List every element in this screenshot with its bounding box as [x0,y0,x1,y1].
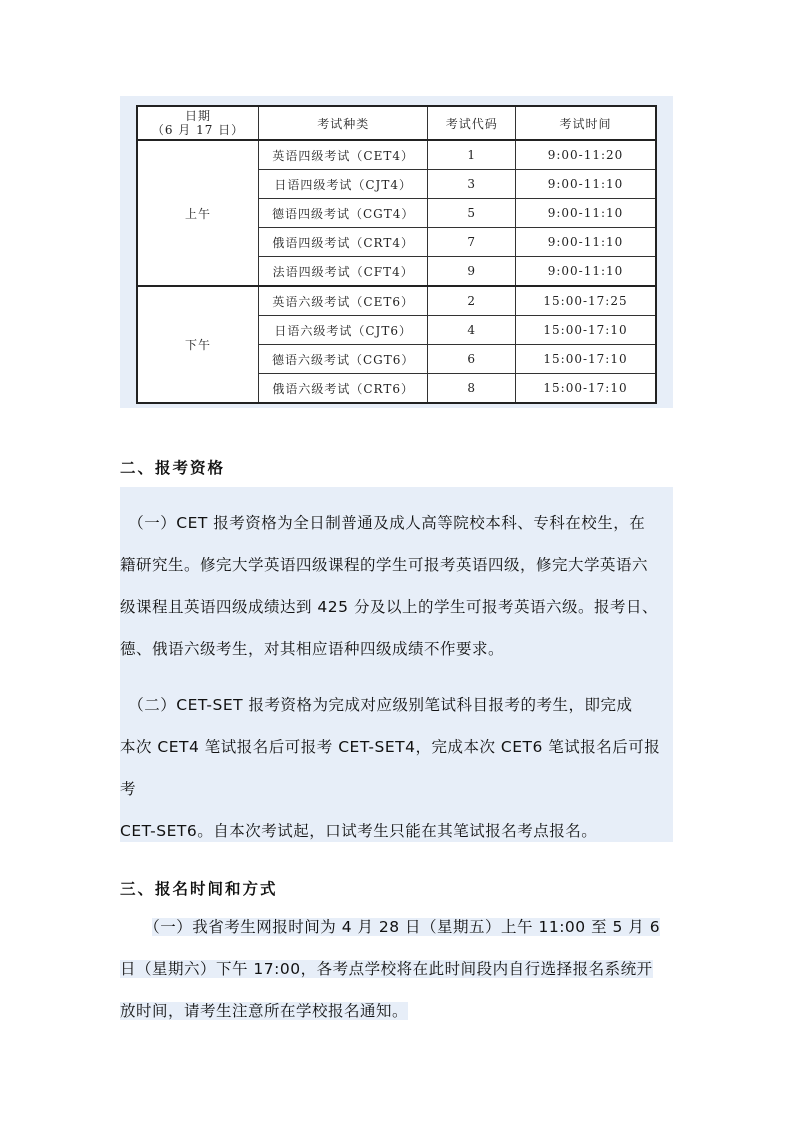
exam-time-cell: 9:00-11:10 [516,199,657,228]
text-line: （二）CET-SET 报考资格为完成对应级别笔试科目报考的考生，即完成 [120,696,633,714]
exam-type-cell: 俄语四级考试（CRT4） [258,228,427,257]
exam-type-cell: 日语六级考试（CJT6） [258,316,427,345]
exam-code-cell: 5 [428,199,516,228]
table-row [137,140,656,170]
exam-code-cell: 1 [428,140,516,170]
highlighted-text: 放时间，请考生注意所在学校报名通知。 [120,1002,409,1020]
exam-type-cell: 法语四级考试（CFT4） [258,257,427,287]
text-line: 籍研究生。修完大学英语四级课程的学生可报考英语四级，修完大学英语六 [120,556,649,574]
exam-code-cell: 7 [428,228,516,257]
exam-type-cell: 德语四级考试（CGT4） [258,199,427,228]
exam-time-cell: 15:00-17:10 [516,316,657,345]
exam-time-cell: 15:00-17:10 [516,374,657,404]
type-header: 考试种类 [258,106,427,140]
table-header-row [137,106,656,140]
exam-type-cell: 日语四级考试（CJT4） [258,170,427,199]
text-line: 级课程且英语四级成绩达到 425 分及以上的学生可报考英语六级。报考日、 [120,598,658,616]
section2-title: 二、报考资格 [120,459,226,477]
text-line: 本次 CET4 笔试报名后可报考 CET-SET4，完成本次 CET6 笔试报名后可报考 [120,738,661,798]
table-row [137,286,656,316]
exam-code-cell: 6 [428,345,516,374]
section3-title: 三、报名时间和方式 [120,880,278,898]
exam-time-cell: 9:00-11:20 [516,140,657,170]
text-line [120,906,673,948]
code-header: 考试代码 [428,106,516,140]
exam-type-cell: 俄语六级考试（CRT6） [258,374,427,404]
exam-type-cell: 德语六级考试（CGT6） [258,345,427,374]
section3-paragraph-1 [120,906,673,1032]
exam-code-cell: 3 [428,170,516,199]
text-line [120,948,673,990]
text-line [120,990,673,1032]
exam-time-cell: 15:00-17:25 [516,286,657,316]
exam-code-cell: 9 [428,257,516,287]
text-line: （一）CET 报考资格为全日制普通及成人高等院校本科、专科在校生，在 [120,514,646,532]
exam-type-cell: 英语四级考试（CET4） [258,140,427,170]
date-header-date: （6 月 17 日） [151,123,245,137]
exam-schedule-table [136,105,657,404]
highlighted-text: （一）我省考生网报时间为 4 月 28 日（星期五）上午 11:00 至 5 月 6 [152,918,661,936]
exam-time-cell: 9:00-11:10 [516,228,657,257]
exam-time-cell: 9:00-11:10 [516,170,657,199]
exam-code-cell: 2 [428,286,516,316]
exam-code-cell: 8 [428,374,516,404]
text-line: 德、俄语六级考生，对其相应语种四级成绩不作要求。 [120,640,505,658]
exam-time-cell: 9:00-11:10 [516,257,657,287]
exam-time-cell: 15:00-17:10 [516,345,657,374]
time-header: 考试时间 [516,106,657,140]
exam-schedule-figure [120,96,673,408]
section2-paragraph-2 [120,684,673,852]
date-header-title: 日期 [184,109,211,123]
section2-paragraph-1 [120,502,673,670]
session-afternoon: 下午 [137,286,258,403]
highlighted-text: 日（星期六）下午 17:00，各考点学校将在此时间段内自行选择报名系统开 [120,960,653,978]
session-morning: 上午 [137,140,258,286]
date-header [137,106,258,140]
text-line: CET-SET6。自本次考试起，口试考生只能在其笔试报名考点报名。 [120,822,598,840]
exam-code-cell: 4 [428,316,516,345]
exam-type-cell: 英语六级考试（CET6） [258,286,427,316]
